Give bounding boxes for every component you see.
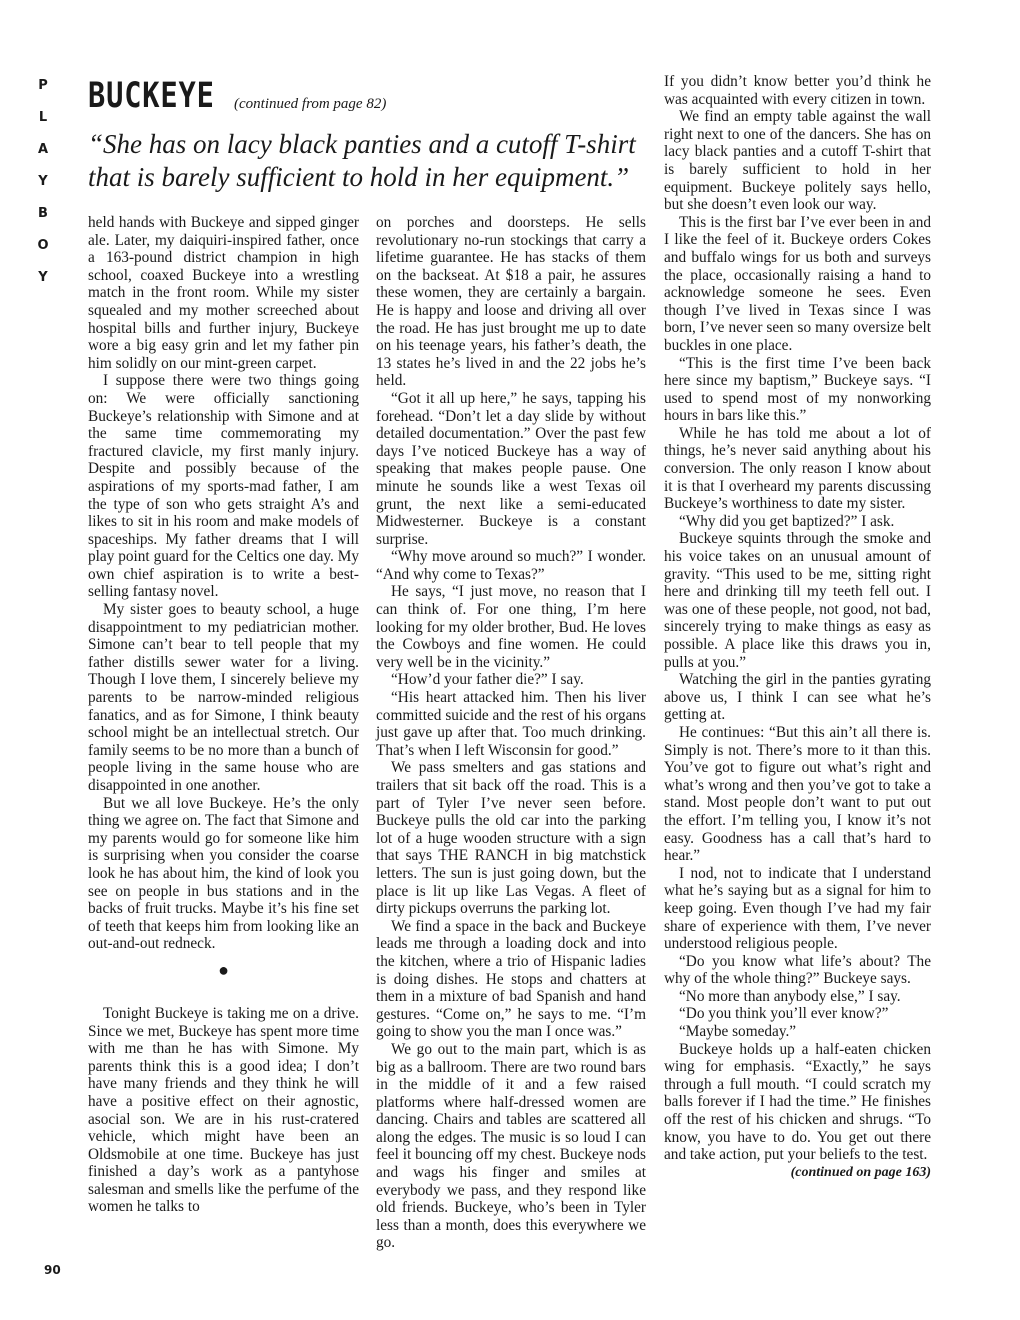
article-title: BUCKEYE — [88, 76, 215, 116]
paragraph: “Do you think you’ll ever know?” — [679, 1005, 889, 1023]
paragraph: If you didn’t know better you’d think he was acquainted with every citizen in town. — [664, 73, 931, 108]
wordmark-letter: Y — [38, 174, 48, 189]
article-header — [88, 76, 648, 116]
section-break-bullet: ● — [218, 959, 229, 980]
paragraph: We pass smelters and gas stations and trailers that sit back off the road. This is a part of Tyler I’ve never seen before. Buckeye pulls the old car into the parking lot of a huge wooden structure with a sign that says THE RANCH in big matchstick letters. The sun is just going down, but the place is lit up like Las Vegas. A fleet of dirty pickups overruns the parking lot. — [376, 759, 646, 918]
paragraph: He says, “I just move, no reason that I can think of. For one thing, I’m here looking for my older brother, Bud. He loves the Cowboys and fine women. He could very well be in the vicinity.” — [376, 583, 646, 671]
paragraph: Watching the girl in the panties gyrating above us, I think I can see what he’s getting at. — [664, 671, 931, 724]
paragraph: “His heart attacked him. Then his liver committed suicide and the rest of his organs just gave up after that. Too much drinking. That’s when I left Wisconsin for good.” — [376, 689, 646, 759]
paragraph: “Why did you get baptized?” I ask. — [679, 512, 895, 530]
paragraph: “No more than anybody else,” I say. — [679, 987, 901, 1005]
paragraph: on porches and doorsteps. He sells revolutionary no-run stockings that carry a lifetime guarantee. He has stacks of them on the backseat. At $18 a pair, he assures these women, they are certainly a bargain. He is happy and loose and driving all over the road. He has just brought me up to date on his teenage years, his father’s death, the 13 states he’s lived in and the 22 jobs he’s held. — [376, 214, 646, 390]
paragraph: I nod, not to indicate that I understand what he’s saying but as a signal for him to keep going. Even though I’ve had my fair share of experience with them, I’ve never understood religious people. — [664, 864, 931, 953]
paragraph: We go out to the main part, which is as big as a ballroom. There are two round bars in the middle of it and a few raised platforms where half-dressed women are dancing. Chairs and tables are scattered all along the edges. The music is so loud I can feel it bouncing off my chest. Buckeye nods and wags his finger and smiles at everybody we pass, and they respond like old friends. Buckeye, who’s been in Tyler less than a month, does this everywhere we go. — [376, 1040, 646, 1252]
text-column-3 — [664, 73, 931, 1181]
paragraph: “How’d your father die?” I say. — [391, 671, 584, 689]
pull-quote: “She has on lacy black panties and a cutoff T-shirt that is barely sufficient to hold in her equipment.” — [88, 129, 636, 192]
continued-on-note: (continued on page 163) — [790, 1164, 931, 1180]
paragraph: “Maybe someday.” — [679, 1023, 797, 1041]
page-number: 90 — [44, 1263, 61, 1277]
paragraph: But we all love Buckeye. He’s the only thing we agree on. The fact that Simone and my parents would go for someone like him is surprising when you consider the coarse look he has about him, the kind of look you see on people in bus stations and in the backs of fruit trucks. Maybe it’s his fine set of teeth that keeps him from looking like an out-and-out redneck. — [88, 794, 359, 953]
text-column-1 — [88, 214, 359, 1216]
paragraph: “Why move around so much?” I wonder. “And why come to Texas?” — [376, 548, 646, 583]
wordmark-letter: A — [37, 142, 49, 157]
wordmark-letter: L — [38, 110, 48, 125]
paragraph: I suppose there were two things going on: We were officially sanctioning Buckeye’s relationship with Simone and at the same time commemorating my fractured clavicle, my first manly injury. Despite and possibly because of the aspirations of my sports-mad father, I am the type of son who gets straight A’s and likes to sit in his room and make models of spaceships. My father dreams that I will play point guard for the Celtics one day. My own chief aspiration is to write a best-selling fantasy novel. — [88, 372, 359, 601]
paragraph: Buckeye squints through the smoke and his voice takes on an unusual amount of gravity. “This used to be me, sitting right here and drinking till my teeth fell out. I was one of these people, not good, not bad, sincerely trying to make things as easy as possible. A place like this draws you in, pulls at you.” — [664, 530, 931, 671]
text-column-2 — [376, 214, 646, 1252]
wordmark-letter: B — [38, 206, 48, 221]
wordmark-letter: P — [38, 78, 48, 93]
paragraph: While he has told me about a lot of things, he’s never said anything about his conversion. The only reason I know about it is that I overheard my parents discussing Buckeye’s worthiness to date my sister. — [664, 424, 931, 513]
paragraph: He continues: “But this ain’t all there is. Simply is not. There’s more to it than this. You’ve got to figure out what’s right and what’s wrong and then you’ve got to take a stand. Most people don’t want to put out the effort. I’m telling you, I know it’s not easy. Goodness has a call that’s hard to hear.” — [664, 723, 931, 865]
paragraph: held hands with Buckeye and sipped ginger ale. Later, my daiquiri-inspired father, once a 163-pound district champion in high school, coaxed Buckeye into a wrestling match in the front room. While my sister squealed and my mother screeched about hospital bills and further injury, Buckeye wore a big easy grin and let my father pin him solidly on our mint-green carpet. — [88, 214, 359, 372]
paragraph: “Got it all up here,” he says, tapping his forehead. “Don’t let a day slide by without detailed documentation.” Over the past few days I’ve noticed Buckeye has a way of speaking that makes people pause. One minute he sounds like a west Texas oil grunt, the next like a semi-educated Midwesterner. Buckeye is a constant surprise. — [376, 389, 646, 548]
wordmark-letter: Y — [38, 270, 48, 285]
paragraph: This is the first bar I’ve ever been in and I like the feel of it. Buckeye orders Cokes and buffalo wings for us both and surveys the place, occasionally raising a hand to acknowledge someone he sees. Even though I’ve lived in Texas since I was born, I’ve never seen so many oversize belt buckles in one place. — [664, 213, 931, 354]
paragraph: We find an empty table against the wall right next to one of the dancers. She has on lacy black panties and a cutoff T-shirt that is barely sufficient to hold in her equipment. Buckeye politely says hello, but she doesn’t even look our way. — [664, 108, 931, 214]
playboy-vertical-wordmark — [33, 70, 53, 294]
paragraph: “This is the first time I’ve been back here since my baptism,” Buckeye says. “I used to spend most of my nonworking hours in bars like this.” — [664, 354, 931, 425]
continued-from-note: (continued from page 82) — [234, 96, 387, 112]
paragraph: We find a space in the back and Buckeye leads me through a loading dock and into the kitchen, where a trio of Hispanic ladies is doing dishes. He stops and chatters at them in a mixture of bad Spanish and hand gestures. “Come on,” he says to me. “I’m going to show you the man I once was.” — [376, 917, 646, 1041]
paragraph: “Do you know what life’s about? The why of the whole thing?” Buckeye says. — [664, 952, 931, 988]
paragraph: My sister goes to beauty school, a huge disappointment to my pediatrician mother. Simone can’t bear to tell people that my father distills sewer water for a living. Though I love them, I sincerely believe my parents to be narrow-minded religious fanatics, and as for Simone, I think beauty school might be an intellectual stretch. Our family seems to be no more than a bunch of people living in the same house who are disappointed in one another. — [88, 601, 359, 794]
paragraph: Tonight Buckeye is taking me on a drive. Since we met, Buckeye has spent more time with me than he has with Simone. My parents think this is a good idea; I don’t have many friends and they think he will have a positive effect on their agnostic, asocial son. We are in his rust-cratered vehicle, which might have been an Oldsmobile at one time. Buckeye has just finished a day’s work as a pantyhose salesman and smells like the perfume of the women he talks to — [88, 1004, 359, 1216]
paragraph: Buckeye holds up a half-eaten chicken wing for emphasis. “Exactly,” he says through a full mouth. “I could scratch my balls forever if I had the time.” He finishes off the rest of his chicken and shrugs. “To know, you have to do. You get out there and take action, put your beliefs to the test. — [664, 1040, 931, 1164]
wordmark-letter: O — [37, 238, 49, 253]
